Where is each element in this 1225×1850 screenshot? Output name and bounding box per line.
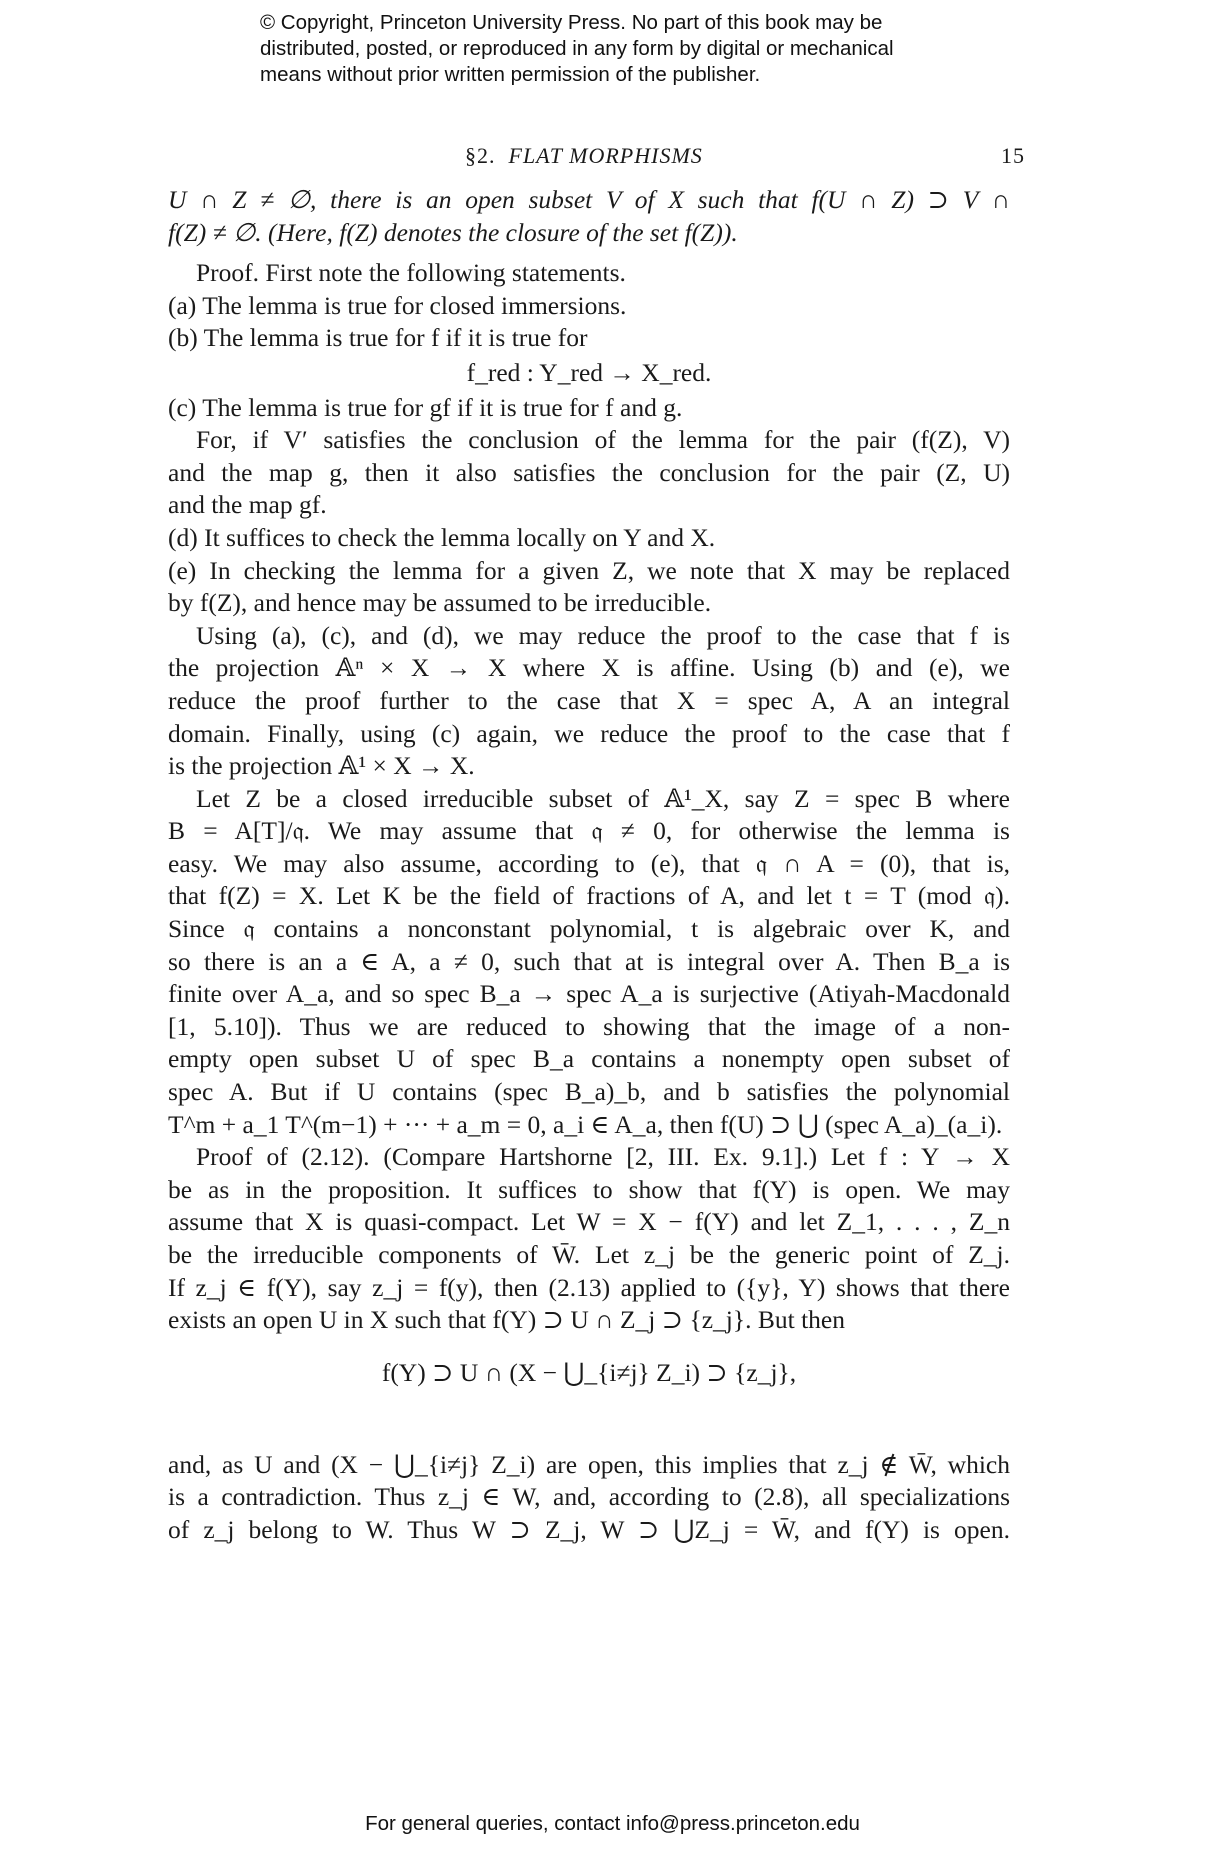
text-line: that f(Z) = X. Let K be the field of fractions of A, and let t = T (mod 𝔮). xyxy=(168,881,1010,911)
footer-contact: For general queries, contact info@press.princeton.edu xyxy=(365,1812,860,1835)
text-line: Proof. First note the following statements. xyxy=(196,258,626,288)
display-equation: f_red : Y_red → X_red. xyxy=(466,357,712,387)
text-line: empty open subset U of spec B_a contains a nonempty open subset of xyxy=(168,1044,1010,1074)
text-line: (a) The lemma is true for closed immersions. xyxy=(168,290,627,320)
text-line: (e) In checking the lemma for a given Z, we note that X may be replaced xyxy=(168,555,1010,585)
text-line: For, if V′ satisfies the conclusion of the lemma for the pair (f(Z), V) xyxy=(196,425,1010,455)
section-name: FLAT MORPHISMS xyxy=(508,143,703,168)
text-line: assume that X is quasi-compact. Let W = X − f(Y) and let Z_1, . . . , Z_n xyxy=(168,1207,1010,1237)
text-line: Proof of (2.12). (Compare Hartshorne [2, III. Ex. 9.1].) Let f : Y → X xyxy=(196,1142,1010,1172)
text-line: be the irreducible components of W̄. Let z_j be the generic point of Z_j. xyxy=(168,1240,1010,1269)
text-line: B = A[T]/𝔮. We may assume that 𝔮 ≠ 0, for otherwise the lemma is xyxy=(168,816,1010,846)
body-text xyxy=(168,184,1010,1547)
text-line: (c) The lemma is true for gf if it is true for f and g. xyxy=(168,392,683,422)
text-line: f(Z) ≠ ∅. (Here, f(Z) denotes the closure of the set f(Z)). xyxy=(168,217,738,247)
copyright-line: © Copyright, Princeton University Press. No part of this book may be xyxy=(260,11,883,34)
text-line: [1, 5.10]). Thus we are reduced to showing that the image of a non- xyxy=(168,1011,1010,1041)
text-line: finite over A_a, and so spec B_a → spec A_a is surjective (Atiyah-Macdonald xyxy=(168,979,1010,1009)
text-line: and, as U and (X − ⋃_{i≠j} Z_i) are open, this implies that z_j ∉ W̄, which xyxy=(168,1449,1010,1479)
running-head xyxy=(170,143,1025,173)
text-line: so there is an a ∈ A, a ≠ 0, such that at is integral over A. Then B_a is xyxy=(168,946,1010,976)
text-line: by f(Z), and hence may be assumed to be irreducible. xyxy=(168,588,712,618)
text-line: spec A. But if U contains (spec B_a)_b, and b satisfies the polynomial xyxy=(168,1077,1010,1107)
text-line: easy. We may also assume, according to (e), that 𝔮 ∩ A = (0), that is, xyxy=(168,848,1010,878)
section-title xyxy=(465,143,703,169)
text-line: Let Z be a closed irreducible subset of 𝔸¹_X, say Z = spec B where xyxy=(196,783,1010,813)
text-line: T^m + a_1 T^(m−1) + ··· + a_m = 0, a_i ∈ A_a, then f(U) ⊃ ⋃ (spec A_a)_(a_i). xyxy=(168,1109,1003,1139)
copyright-line: means without prior written permission of the publisher. xyxy=(260,63,761,86)
text-line: and the map gf. xyxy=(168,490,327,520)
text-line: be as in the proposition. It suffices to show that f(Y) is open. We may xyxy=(168,1174,1010,1204)
text-line: the projection 𝔸ⁿ × X → X where X is affine. Using (b) and (e), we xyxy=(168,653,1010,683)
copyright-notice xyxy=(260,10,1020,88)
text-line: reduce the proof further to the case that X = spec A, A an integral xyxy=(168,685,1010,715)
copyright-line: distributed, posted, or reproduced in any form by digital or mechanical xyxy=(260,37,894,60)
text-line: If z_j ∈ f(Y), say z_j = f(y), then (2.13) applied to ({y}, Y) shows that there xyxy=(168,1272,1010,1302)
text-line: (b) The lemma is true for f if it is true for xyxy=(168,323,588,353)
text-line: (d) It suffices to check the lemma locally on Y and X. xyxy=(168,522,716,552)
text-line: of z_j belong to W. Thus W ⊃ Z_j, W ⊃ ⋃Z_j = W̄, and f(Y) is open. xyxy=(168,1514,1010,1544)
text-line: domain. Finally, using (c) again, we reduce the proof to the case that f xyxy=(168,718,1010,748)
text-line: is the projection 𝔸¹ × X → X. xyxy=(168,751,475,781)
page-number: 15 xyxy=(1001,143,1025,168)
text-line: Using (a), (c), and (d), we may reduce the proof to the case that f is xyxy=(196,620,1010,650)
section-number: §2. xyxy=(465,143,496,168)
text-line: U ∩ Z ≠ ∅, there is an open subset V of X such that f(U ∩ Z) ⊃ V ∩ xyxy=(168,185,1010,214)
display-equation: f(Y) ⊃ U ∩ (X − ⋃_{i≠j} Z_i) ⊃ {z_j}, xyxy=(381,1357,797,1387)
text-line: Since 𝔮 contains a nonconstant polynomial, t is algebraic over K, and xyxy=(168,914,1010,944)
text-line: is a contradiction. Thus z_j ∈ W, and, according to (2.8), all specializations xyxy=(168,1482,1010,1512)
text-line: exists an open U in X such that f(Y) ⊃ U ∩ Z_j ⊃ {z_j}. But then xyxy=(168,1305,845,1335)
text-line: and the map g, then it also satisfies the conclusion for the pair (Z, U) xyxy=(168,457,1010,487)
